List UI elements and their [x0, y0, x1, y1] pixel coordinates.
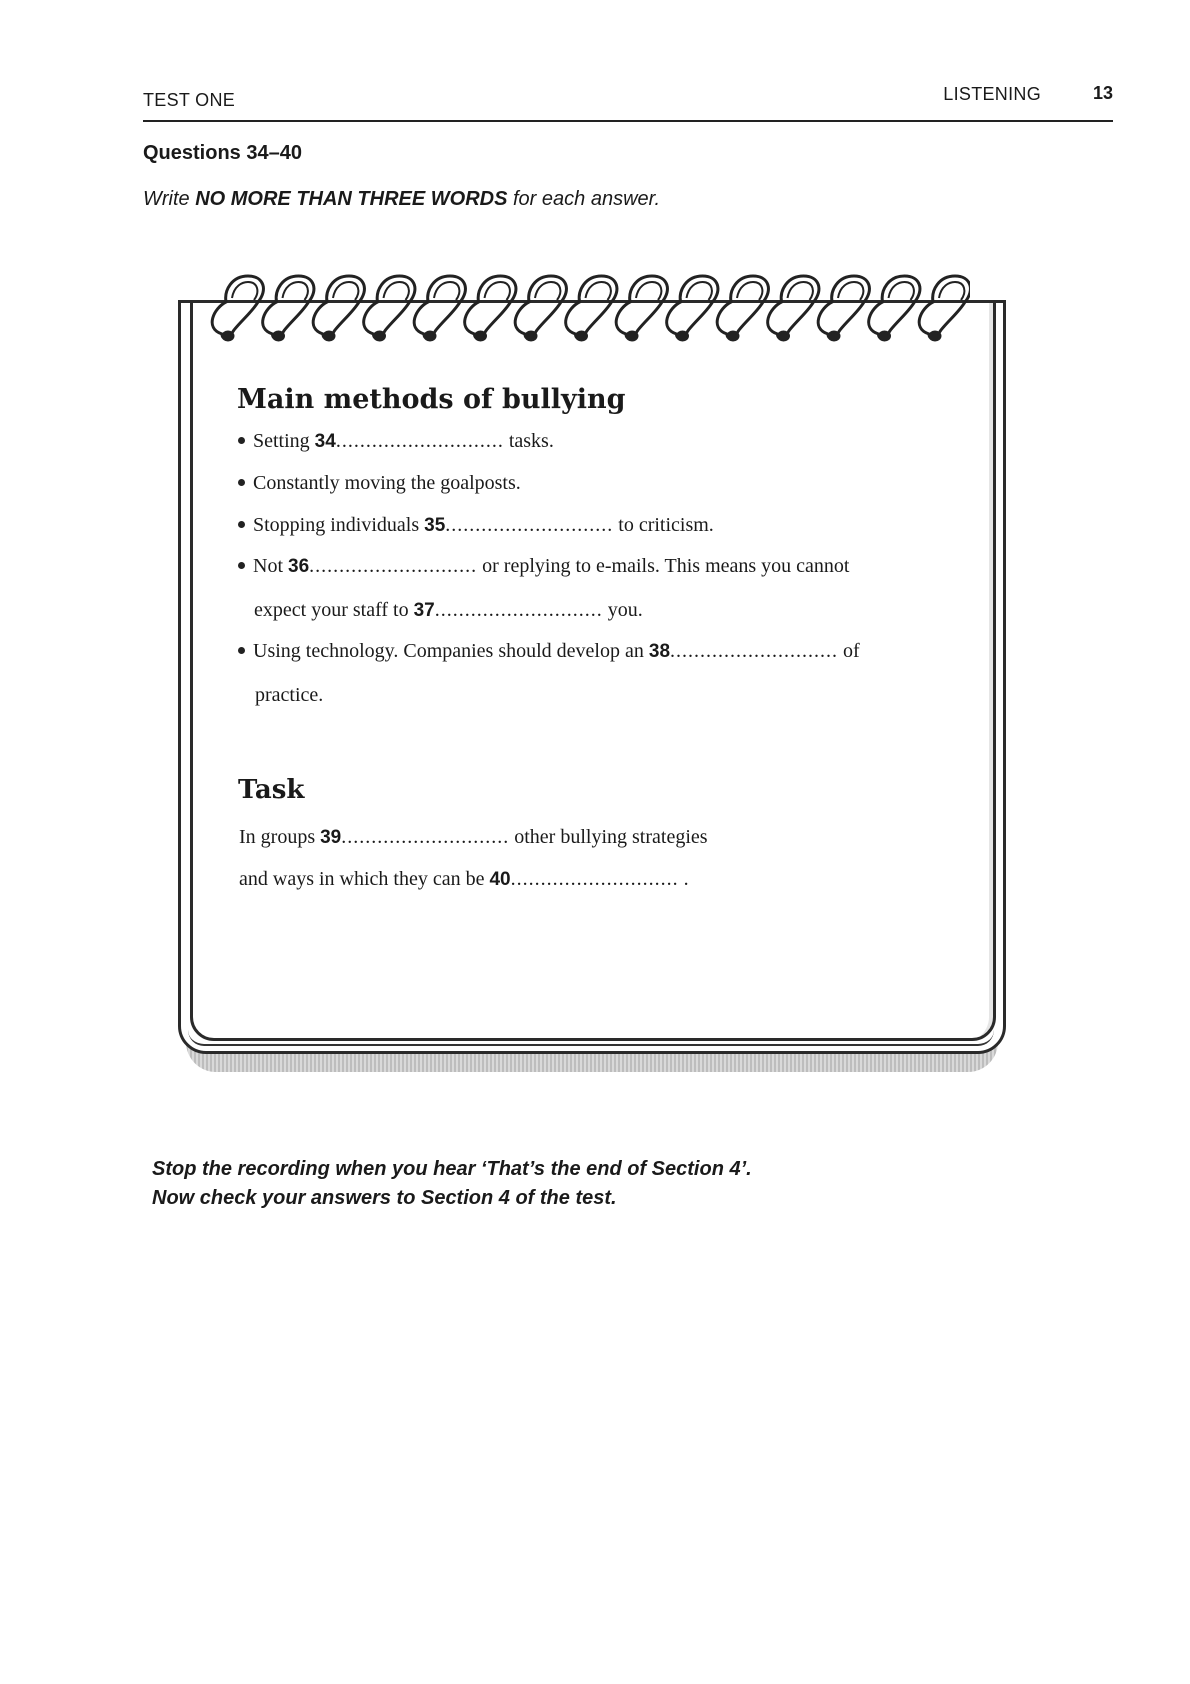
bullet-icon — [238, 562, 245, 569]
instruction-text-end: for each answer. — [507, 188, 661, 210]
task-heading: Task — [238, 775, 305, 805]
spiral-ring-inner — [434, 282, 459, 300]
spiral-ring-inner — [384, 282, 409, 300]
spiral-ring-inner — [586, 282, 611, 300]
instruction-emphasis: NO MORE THAN THREE WORDS — [195, 188, 508, 210]
bullet-icon — [238, 647, 245, 654]
item-text: Using technology. Companies should develop an — [253, 640, 649, 662]
item-text-end: to criticism. — [613, 514, 714, 536]
item-text: Constantly moving the goalposts. — [253, 472, 521, 494]
notebook-item-38 — [238, 640, 860, 663]
spiral-hole — [223, 332, 233, 340]
notebook-item-35 — [238, 514, 714, 537]
questions-title: Questions 34–40 — [143, 142, 302, 164]
notebook-item-36 — [238, 555, 849, 578]
question-number: 37 — [413, 600, 435, 621]
spiral-hole — [880, 332, 890, 340]
item-text: practice. — [255, 684, 324, 706]
spiral-ring-inner — [788, 282, 813, 300]
item-text: expect your staff to — [254, 599, 414, 621]
item-text: Stopping individuals — [253, 514, 425, 536]
answer-blank[interactable]: ............................ — [335, 430, 504, 452]
spiral-hole — [930, 332, 940, 340]
answer-blank[interactable]: ............................ — [445, 514, 614, 536]
page-number: 13 — [1092, 83, 1113, 103]
spiral-hole — [375, 332, 385, 340]
spiral-ring-inner — [636, 282, 661, 300]
footer-instruction-1: Stop the recording when you hear ‘That’s the end of Section 4’. — [152, 1158, 752, 1180]
spiral-hole — [324, 332, 334, 340]
answer-blank[interactable]: ............................ — [341, 826, 510, 848]
item-text: In groups — [239, 826, 321, 848]
spiral-ring-inner — [939, 282, 964, 300]
spiral-ring-inner — [535, 282, 560, 300]
spiral-hole — [425, 332, 435, 340]
instruction-text: Write — [143, 188, 196, 210]
bullet-icon — [238, 521, 245, 528]
spiral-ring-inner — [333, 282, 358, 300]
answer-blank[interactable]: ............................ — [309, 555, 478, 577]
question-number: 39 — [320, 827, 342, 848]
spiral-ring-inner — [737, 282, 762, 300]
spiral-binding-icon — [200, 268, 970, 354]
spiral-hole — [577, 332, 587, 340]
spiral-hole — [627, 332, 637, 340]
notebook-item-goalposts — [238, 472, 521, 495]
item-text-end: or replying to e-mails. This means you cannot — [477, 555, 850, 577]
test-label: TEST ONE — [143, 90, 236, 110]
spiral-hole — [678, 332, 688, 340]
answer-blank[interactable]: ............................ — [670, 640, 839, 662]
question-number: 35 — [424, 515, 446, 536]
question-number: 34 — [314, 431, 336, 452]
notebook-page-edge — [188, 1030, 994, 1046]
task-line-40 — [239, 868, 689, 891]
spiral-ring-inner — [838, 282, 863, 300]
page-header — [143, 82, 1113, 122]
question-number: 40 — [489, 869, 511, 890]
spiral-hole — [476, 332, 486, 340]
item-text-end: . — [678, 868, 689, 890]
question-number: 36 — [288, 556, 310, 577]
spiral-hole — [779, 332, 789, 340]
item-text: Not — [253, 555, 288, 577]
notebook-heading: Main methods of bullying — [237, 384, 626, 415]
item-text: and ways in which they can be — [239, 868, 490, 890]
answer-blank[interactable]: ............................ — [434, 599, 603, 621]
item-text-end: tasks. — [503, 430, 554, 452]
task-line-39 — [239, 826, 708, 849]
spiral-ring-inner — [283, 282, 308, 300]
answer-blank[interactable]: ............................ — [510, 868, 679, 890]
footer-instruction-2: Now check your answers to Section 4 of the test. — [152, 1187, 617, 1209]
notebook-item-practice — [255, 684, 323, 707]
spiral-ring-inner — [687, 282, 712, 300]
bullet-icon — [238, 437, 245, 444]
spiral-hole — [274, 332, 284, 340]
question-number: 38 — [648, 641, 671, 662]
questions-instruction — [143, 188, 660, 211]
bullet-icon — [238, 479, 245, 486]
spiral-ring-inner — [889, 282, 914, 300]
spiral-hole — [829, 332, 839, 340]
spiral-hole — [728, 332, 738, 340]
spiral-ring-inner — [485, 282, 510, 300]
notebook-item-37 — [254, 599, 643, 622]
section-label: LISTENING — [943, 84, 1041, 104]
item-text-end: other bullying strategies — [509, 826, 708, 848]
spiral-hole — [526, 332, 536, 340]
item-text-end: of — [838, 640, 860, 662]
item-text-end: you. — [602, 599, 643, 621]
spiral-ring-inner — [232, 282, 257, 300]
notebook-item-34 — [238, 430, 554, 453]
item-text: Setting — [253, 430, 315, 452]
